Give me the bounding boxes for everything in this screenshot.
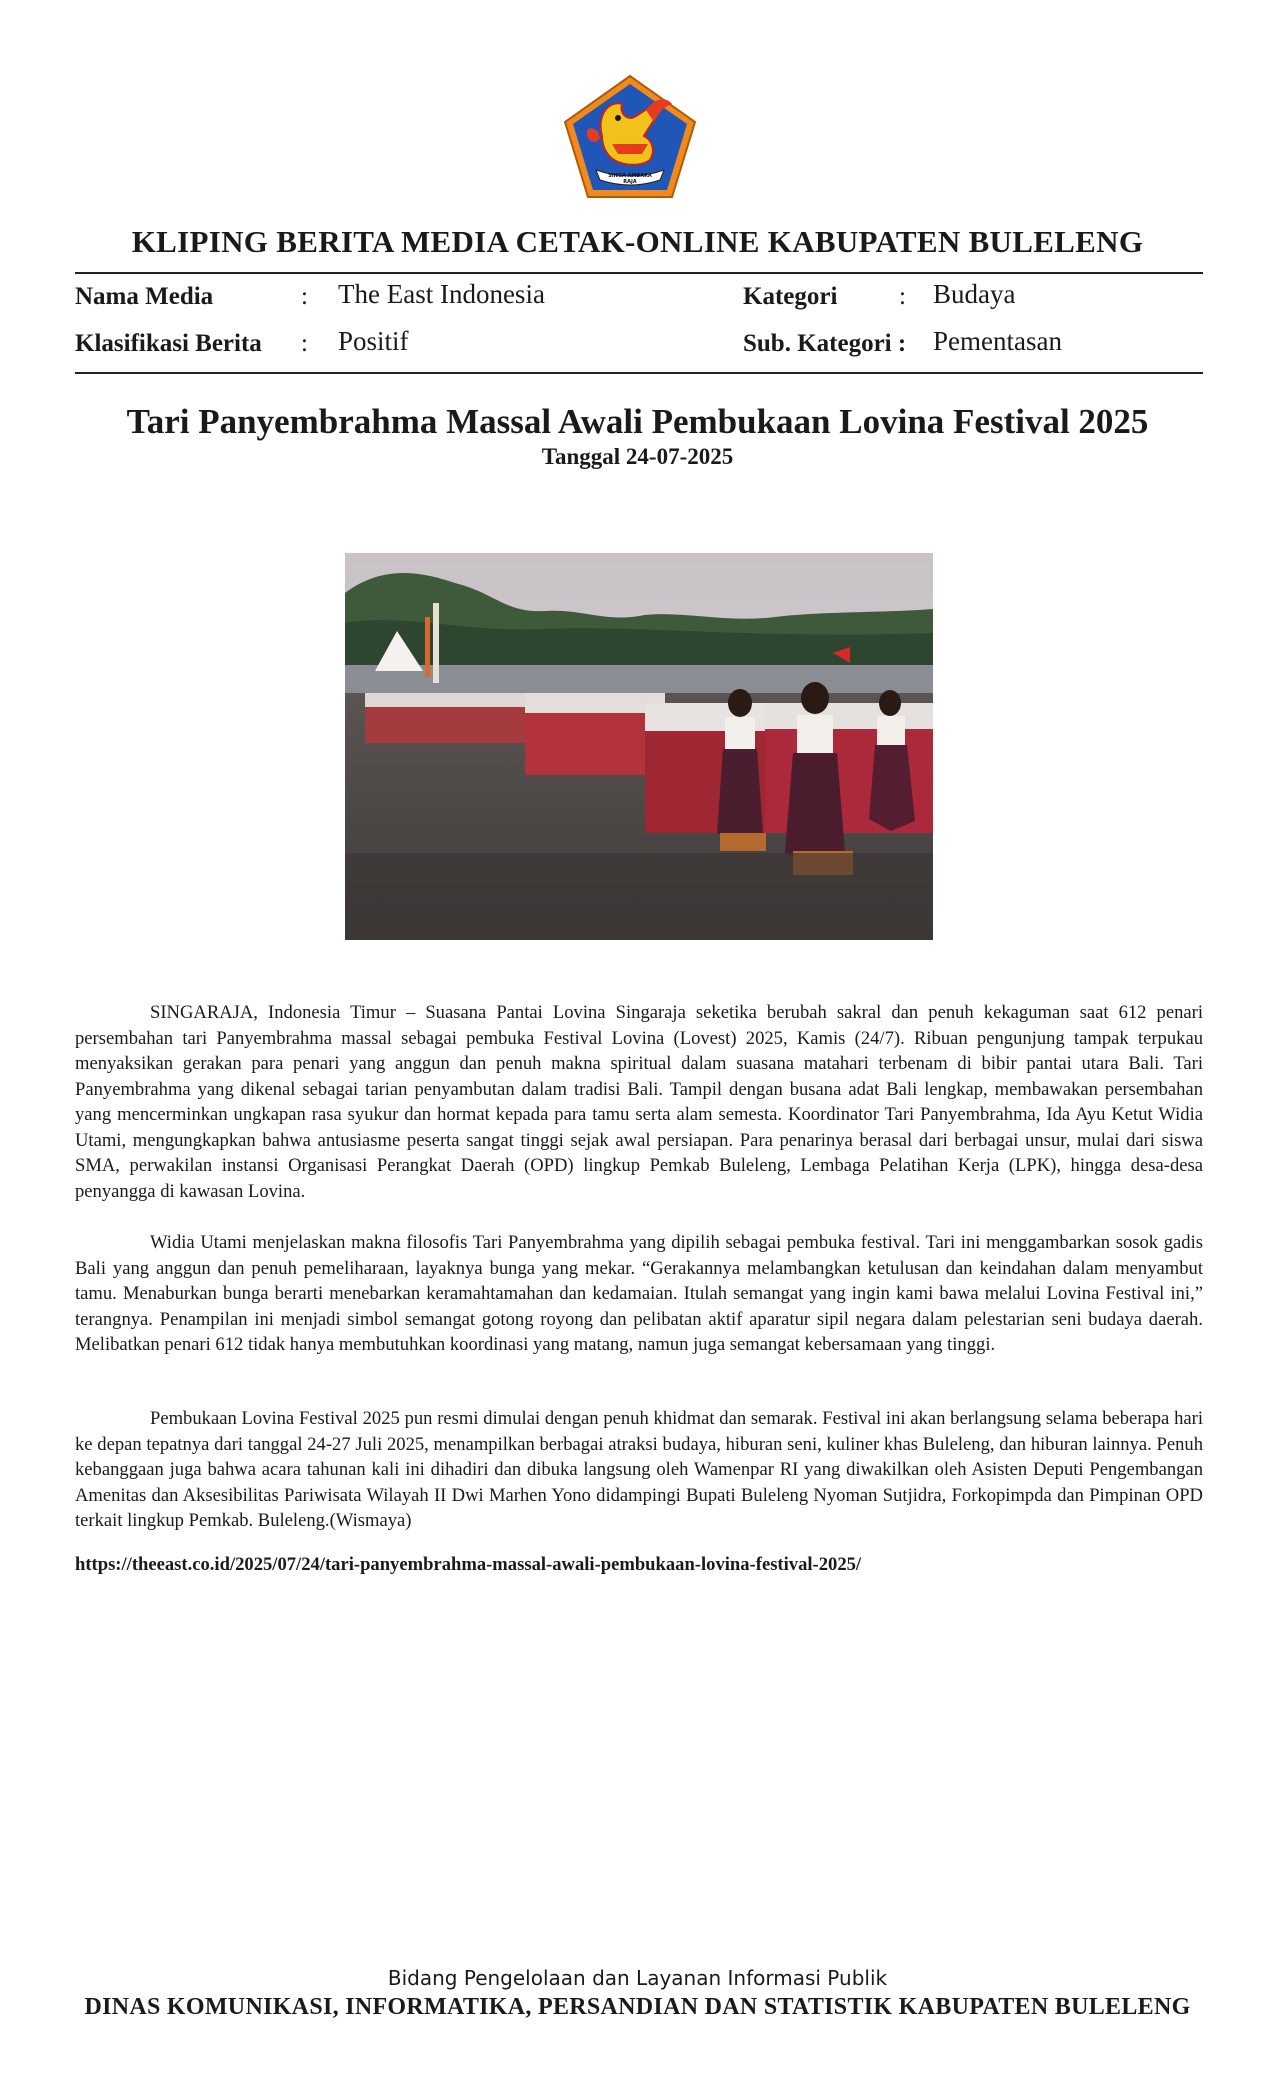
top-divider: [75, 272, 1203, 274]
article-title: Tari Panyembrahma Massal Awali Pembukaan Lovina Festival 2025: [126, 402, 1149, 441]
footer-agency: DINAS KOMUNIKASI, INFORMATIKA, PERSANDIAN DAN STATISTIK KABUPATEN BULELENG: [84, 1994, 1191, 2020]
article-photo: [345, 553, 933, 940]
classification-label: Klasifikasi Berita: [75, 330, 262, 357]
category-separator: :: [899, 283, 906, 310]
media-label: Nama Media: [75, 283, 214, 310]
subcategory-value: Pementasan: [933, 326, 1062, 356]
article-date: Tanggal 24-07-2025: [541, 444, 734, 469]
media-separator: :: [301, 283, 308, 310]
document-title: KLIPING BERITA MEDIA CETAK-ONLINE KABUPATEN BULELENG: [131, 224, 1144, 259]
media-value: The East Indonesia: [338, 279, 545, 309]
article-paragraph-3: Pembukaan Lovina Festival 2025 pun resmi dimulai dengan penuh khidmat dan semarak. Festival ini akan berlangsung selama beberapa hari ke depan tepatnya dari tanggal 24-27 Juli 2025, menampilkan berbagai atraksi budaya, hiburan seni, kuliner khas Buleleng, dan hiburan lainnya. Penuh kebanggaan juga bahwa acara tahunan kali ini dihadiri dan dibuka langsung oleh Wamenpar RI yang diwakilkan oleh Asisten Deputi Pengembangan Amenitas dan Aksesibilitas Pariwisata Wilayah II Dwi Marhen Yono didampingi Bupati Buleleng Nyoman Sutjidra, Forkopimpda dan Pimpinan OPD terkait lingkup Pemkab. Buleleng.(Wismaya): [75, 1408, 1203, 1531]
classification-separator: :: [301, 330, 308, 357]
classification-value: Positif: [338, 326, 409, 356]
article-paragraph-1: SINGARAJA, Indonesia Timur – Suasana Pantai Lovina Singaraja seketika berubah sakral dan penuh kekaguman saat 612 penari persembahan tari Panyembrahma massal sebagai pembuka Festival Lovina (Lovest) 2025, Kamis (24/7). Ribuan pengunjung tampak terpukau menyaksikan gerakan para penari yang anggun dan penuh makna spiritual dalam suasana matahari terbenam di bibir pantai utara Bali. Tari Panyembrahma yang dikenal sebagai tarian penyambutan dalam tradisi Bali. Tampil dengan busana adat Bali lengkap, membawakan persembahan yang mencerminkan ungkapan rasa syukur dan hormat kepada para tamu serta alam semesta. Koordinator Tari Panyembrahma, Ida Ayu Ketut Widia Utami, mengungkapkan bahwa antusiasme peserta sangat tinggi sejak awal persiapan. Para penarinya berasal dari berbagai unsur, mulai dari siswa SMA, perwakilan instansi Organisasi Perangkat Daerah (OPD) lingkup Pemkab Buleleng, Lembaga Pelatihan Kerja (LPK), hingga desa-desa penyangga di kawasan Lovina.: [75, 1002, 1203, 1202]
logo-text: SINGA AMBARA RAJA: [608, 173, 652, 185]
category-value: Budaya: [933, 279, 1016, 309]
category-label: Kategori: [743, 283, 838, 310]
footer-unit: Bidang Pengelolaan dan Layanan Informasi Publik: [387, 1966, 888, 1990]
source-link[interactable]: https://theeast.co.id/2025/07/24/tari-panyembrahma-massal-awali-pembukaan-lovina-festival-2025/: [75, 1554, 862, 1575]
subcategory-label: Sub. Kategori :: [743, 330, 907, 357]
article-paragraph-2: Widia Utami menjelaskan makna filosofis Tari Panyembrahma yang dipilih sebagai pembuka festival. Tari ini menggambarkan sosok gadis Bali yang anggun dan penuh pemeliharaan, layaknya bunga yang mekar. “Gerakannya melambangkan ketulusan dan keindahan dalam menyambut tamu. Menaburkan bunga berarti menebarkan keramahtamahan dan kedamaian. Itulah semangat yang ingin kami bawa melalui Lovina Festival ini,” terangnya. Penampilan ini menjadi simbol semangat gotong royong dan pelibatan aktif aparatur sipil negara dalam pelestarian seni budaya daerah. Melibatkan penari 612 tidak hanya membutuhkan koordinasi yang matang, namun juga semangat kebersamaan yang tinggi.: [75, 1232, 1203, 1355]
regency-logo: [562, 74, 698, 200]
bottom-divider: [75, 372, 1203, 374]
